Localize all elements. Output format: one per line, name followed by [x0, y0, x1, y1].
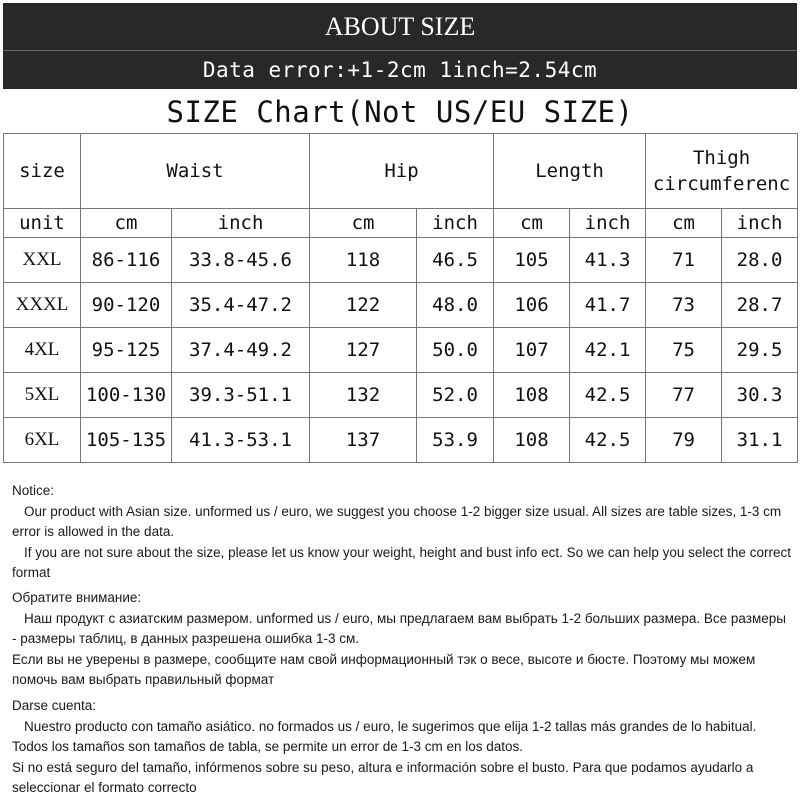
table-row: [4, 238, 798, 283]
data-error-banner: [3, 51, 797, 89]
measurement-cell: 132: [310, 373, 417, 418]
table-header-row: [4, 134, 798, 209]
measurement-cell: 29.5: [722, 328, 798, 373]
table-row: [4, 373, 798, 418]
measurement-cell: 52.0: [417, 373, 494, 418]
measurement-cell: 105-135: [81, 418, 172, 463]
measurement-cell: 108: [494, 418, 570, 463]
notice-paragraph: Our product with Asian size. unformed us / euro, we suggest you choose 1-2 bigger size usual. All sizes are table sizes, 1-3 cm error is allowed in the data.: [12, 503, 782, 539]
measurement-cell: 28.0: [722, 238, 798, 283]
measurement-cell: 122: [310, 283, 417, 328]
measurement-cell: 95-125: [81, 328, 172, 373]
unit-cell: cm: [310, 209, 417, 238]
measurement-cell: 137: [310, 418, 417, 463]
measurement-cell: 105: [494, 238, 570, 283]
measurement-cell: 30.3: [722, 373, 798, 418]
header-thigh-line2: circumferenc: [652, 173, 791, 195]
measurement-cell: 106: [494, 283, 570, 328]
about-size-title: ABOUT SIZE: [324, 12, 476, 41]
measurement-cell: 127: [310, 328, 417, 373]
table-row: [4, 418, 798, 463]
unit-cell: inch: [722, 209, 798, 238]
measurement-cell: 41.7: [570, 283, 646, 328]
measurement-cell: 42.1: [570, 328, 646, 373]
measurement-cell: 39.3-51.1: [172, 373, 310, 418]
unit-cell: unit: [4, 209, 81, 238]
unit-cell: inch: [570, 209, 646, 238]
notice-spanish: [12, 696, 792, 799]
measurement-cell: 53.9: [417, 418, 494, 463]
unit-cell: cm: [81, 209, 172, 238]
data-error-note: Data error:+1-2cm 1inch=2.54cm: [202, 58, 598, 82]
measurement-cell: 37.4-49.2: [172, 328, 310, 373]
notice-english: [12, 481, 792, 584]
measurement-cell: 71: [646, 238, 722, 283]
about-size-banner: [3, 3, 797, 51]
unit-cell: cm: [646, 209, 722, 238]
measurement-cell: 31.1: [722, 418, 798, 463]
header-length: Length: [494, 134, 646, 209]
measurement-cell: 50.0: [417, 328, 494, 373]
header-hip: Hip: [310, 134, 494, 209]
measurement-cell: 42.5: [570, 418, 646, 463]
measurement-cell: 48.0: [417, 283, 494, 328]
size-label-cell: XXXL: [4, 283, 81, 328]
notice-paragraph: If you are not sure about the size, please let us know your weight, height and bust info ect. So we can help you select the correct format: [12, 544, 791, 580]
measurement-cell: 73: [646, 283, 722, 328]
measurement-cell: 118: [310, 238, 417, 283]
size-table: [3, 133, 798, 463]
measurement-cell: 75: [646, 328, 722, 373]
size-chart-title: SIZE Chart(Not US/EU SIZE): [166, 95, 634, 129]
notice-heading: Notice:: [12, 483, 55, 498]
notice-paragraph: Если вы не уверены в размере, сообщите нам свой информационный тэк о весе, высоте и бюсте. Поэтому мы можем помочь вам выбрать правильный формат: [12, 651, 756, 687]
table-row: [4, 283, 798, 328]
unit-cell: inch: [417, 209, 494, 238]
size-label-cell: XXL: [4, 238, 81, 283]
header-thigh-line1: Thigh: [692, 147, 751, 169]
notice-paragraph: Si no está seguro del tamaño, infórmenos sobre su peso, altura e información sobre el busto. Para que podamos ayudarlo a seleccionar el formato correcto: [12, 759, 754, 795]
notice-paragraph: Nuestro producto con tamaño asiático. no formados us / euro, le sugerimos que elija 1-2 tallas más grandes de lo habitual. Todos los tamaños son tamaños de tabla, se permite un error de 1-3 cm en los datos.: [12, 718, 757, 754]
measurement-cell: 35.4-47.2: [172, 283, 310, 328]
measurement-cell: 42.5: [570, 373, 646, 418]
notice-heading: Обратите внимание:: [12, 590, 142, 605]
notice-paragraph: Наш продукт с азиатским размером. unformed us / euro, мы предлагаем вам выбрать 1-2 больших размера. Все размеры - размеры таблиц, в данных разрешена ошибка 1-3 см.: [12, 610, 786, 646]
size-label-cell: 5XL: [4, 373, 81, 418]
unit-cell: cm: [494, 209, 570, 238]
measurement-cell: 41.3-53.1: [172, 418, 310, 463]
measurement-cell: 86-116: [81, 238, 172, 283]
header-size: size: [4, 134, 81, 209]
notice-russian: [12, 588, 792, 691]
measurement-cell: 41.3: [570, 238, 646, 283]
notice-heading: Darse cuenta:: [12, 698, 97, 713]
measurement-cell: 46.5: [417, 238, 494, 283]
measurement-cell: 33.8-45.6: [172, 238, 310, 283]
measurement-cell: 28.7: [722, 283, 798, 328]
table-row: [4, 328, 798, 373]
table-body: [4, 238, 798, 463]
measurement-cell: 107: [494, 328, 570, 373]
table-unit-row: [4, 209, 798, 238]
size-label-cell: 4XL: [4, 328, 81, 373]
size-label-cell: 6XL: [4, 418, 81, 463]
measurement-cell: 90-120: [81, 283, 172, 328]
measurement-cell: 100-130: [81, 373, 172, 418]
header-thigh: [646, 134, 798, 209]
header-waist: Waist: [81, 134, 310, 209]
unit-cell: inch: [172, 209, 310, 238]
measurement-cell: 77: [646, 373, 722, 418]
measurement-cell: 108: [494, 373, 570, 418]
measurement-cell: 79: [646, 418, 722, 463]
